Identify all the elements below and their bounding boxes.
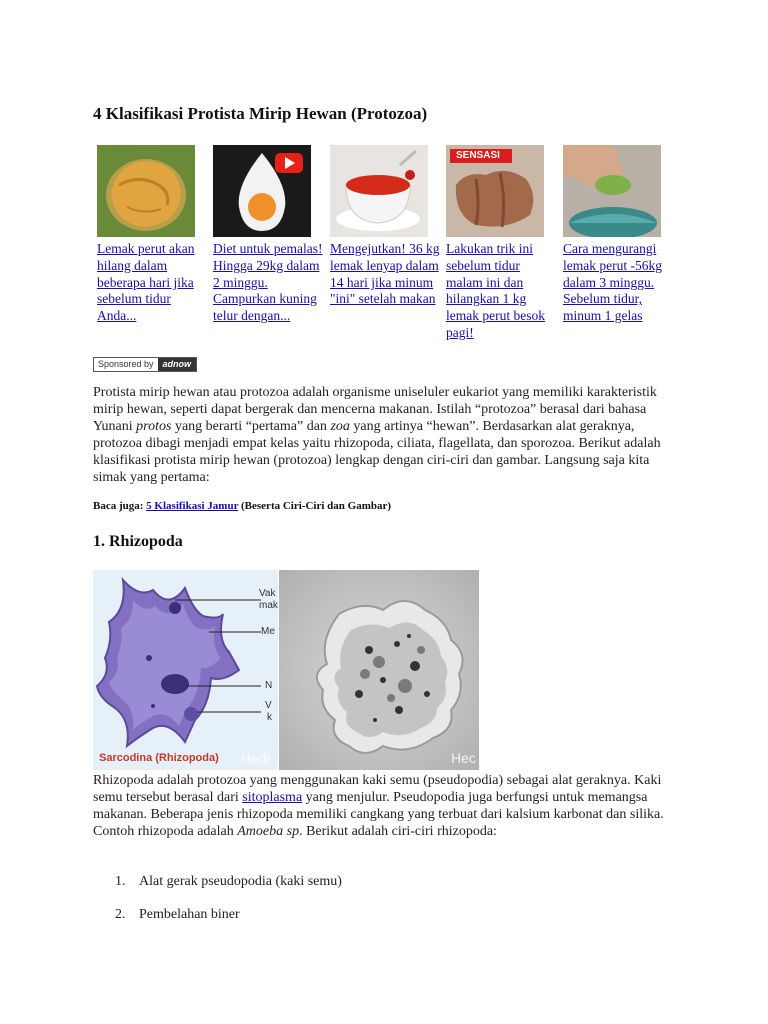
- callout-label: k: [267, 712, 272, 723]
- ad-thumbnail[interactable]: [97, 145, 195, 237]
- amoeba-micrograph: [279, 570, 479, 770]
- watermark: Hedi: [241, 750, 270, 766]
- callout-label: Vak: [259, 588, 276, 599]
- intro-paragraph: [93, 384, 678, 486]
- list-text: Alat gerak pseudopodia (kaki semu): [139, 874, 342, 889]
- ad-caption[interactable]: Diet untuk pemalas! Hingga 29kg dalam 2 minggu. Campurkan kuning telur dengan...: [213, 241, 323, 324]
- ad-caption[interactable]: Cara mengurangi lemak perut -56kg dalam 3 minggu. Sebelum tidur, minum 1 gelas: [563, 241, 662, 324]
- intro-text: Protista mirip hewan atau protozoa adalah organisme uniseluler eukariot yang memiliki karakteristik mirip hewan, seperti dapat bergerak dan mencerna makanan. Istilah “protozoa” berasal dari bahasa Yunani: [93, 385, 657, 434]
- ad-item[interactable]: [213, 145, 325, 325]
- ad-strip: [97, 145, 677, 360]
- ad-caption[interactable]: Lemak perut akan hilang dalam beberapa hari jika sebelum tidur Anda...: [97, 241, 195, 324]
- ad-item[interactable]: [446, 145, 558, 342]
- intro-text: yang artinya “hewan”. Berdasarkan alat geraknya, protozoa dibagi menjadi empat kelas yaitu rhizopoda, ciliata, flagellata, dan sporozoa. Berikut adalah klasifikasi protista mirip hewan (protozoa) lengkap dengan ciri-ciri dan gambar. Langsung saja kita simak yang pertama:: [93, 419, 661, 485]
- ad-thumbnail[interactable]: [330, 145, 428, 237]
- list-number: 1.: [115, 874, 126, 889]
- list-text: Pembelahan biner: [139, 907, 240, 922]
- intro-term-protos: protos: [136, 419, 172, 434]
- ad-badge: SENSASI: [456, 150, 500, 161]
- body-text: yang menjulur. Pseudopodia juga berfungsi untuk memangsa makanan. Beberapa jenis rhizopoda memiliki cangkang yang terbuat dari kalsium karbonat dan silika. Contoh rhizopoda adalah: [93, 790, 664, 839]
- ad-item[interactable]: [330, 145, 442, 308]
- intro-text: yang berarti “pertama” dan: [171, 419, 331, 434]
- callout-label: Me: [261, 626, 275, 637]
- body-text: . Berikut adalah ciri-ciri rhizopoda:: [299, 824, 497, 839]
- sitoplasma-link[interactable]: sitoplasma: [242, 790, 303, 805]
- page-title: 4 Klasifikasi Protista Mirip Hewan (Protozoa): [93, 104, 428, 123]
- body-text: Rhizopoda adalah protozoa yang menggunakan kaki semu (pseudopodia) sebagai alat geraknya. Kaki semu tersebut berasal dari: [93, 773, 662, 805]
- ad-thumbnail[interactable]: [213, 145, 311, 237]
- intro-term-zoa: zoa: [330, 419, 350, 434]
- rhizopoda-figure: [93, 570, 479, 770]
- baca-juga-suffix: (Beserta Ciri-Ciri dan Gambar): [238, 500, 392, 512]
- baca-juga-link[interactable]: 5 Klasifikasi Jamur: [146, 500, 239, 512]
- watermark: Hec: [451, 750, 476, 766]
- callout-label: N: [265, 680, 273, 691]
- ad-item[interactable]: [97, 145, 209, 325]
- ad-thumbnail[interactable]: [563, 145, 661, 237]
- species-name: Amoeba sp: [237, 824, 300, 839]
- sponsor-brand-logo: adnow: [158, 358, 197, 371]
- ad-item[interactable]: [563, 145, 675, 325]
- ad-caption[interactable]: Lakukan trik ini sebelum tidur malam ini dan hilangkan 1 kg lemak perut besok pagi!: [446, 241, 545, 340]
- section-heading: 1. Rhizopoda: [93, 533, 183, 550]
- ad-thumbnail[interactable]: [446, 145, 544, 237]
- sponsored-label: Sponsored by: [94, 358, 158, 371]
- list-number: 2.: [115, 907, 126, 922]
- diagram-label: Sarcodina (Rhizopoda): [99, 752, 219, 764]
- callout-label: V: [265, 700, 272, 711]
- ad-caption[interactable]: Mengejutkan! 36 kg lemak lenyap dalam 14 hari jika minum "ini" setelah makan: [330, 241, 440, 307]
- baca-juga: [93, 500, 391, 512]
- rhizopoda-paragraph: [93, 772, 678, 840]
- callout-label: mak: [259, 600, 278, 611]
- baca-juga-prefix: Baca juga:: [93, 500, 147, 512]
- amoeba-diagram: [93, 570, 278, 770]
- sponsored-badge[interactable]: [93, 357, 197, 372]
